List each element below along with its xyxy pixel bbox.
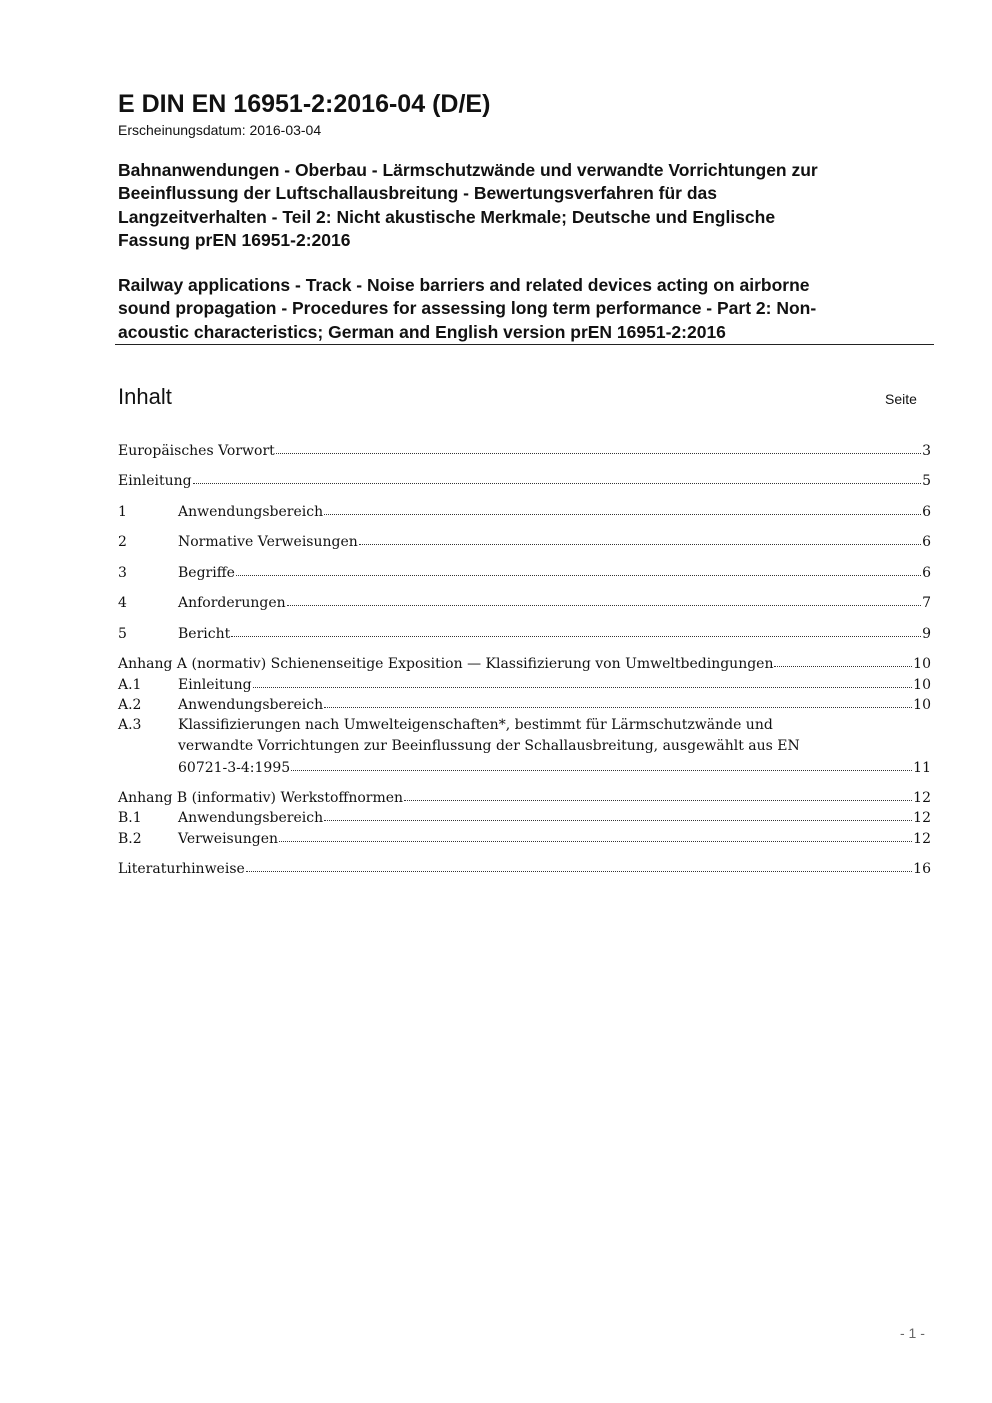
dot-leader <box>404 786 912 801</box>
toc-entry-page: 10 <box>913 656 931 672</box>
dot-leader <box>291 756 912 771</box>
dot-leader <box>231 622 921 637</box>
dot-leader <box>287 591 921 606</box>
dot-leader <box>193 469 922 484</box>
toc-entry-page: 5 <box>922 473 931 489</box>
toc-entry-page: 11 <box>913 760 931 776</box>
toc-entry-a3[interactable] <box>118 715 931 778</box>
toc-entry-title: Anforderungen <box>178 595 286 611</box>
toc-entry-number: 3 <box>118 565 127 581</box>
toc-entry-number: B.1 <box>118 810 142 826</box>
toc-entry-page: 10 <box>913 677 931 693</box>
toc-entry-number: 2 <box>118 534 127 550</box>
toc-entry-title-line: 60721-3-4:1995 <box>178 760 291 776</box>
toc-entry-annex-a[interactable] <box>118 653 931 674</box>
toc-entry-page: 7 <box>922 595 931 611</box>
toc-entry-title: Normative Verweisungen <box>178 534 358 550</box>
toc-entry-page: 6 <box>922 534 931 550</box>
toc-entry-page: 12 <box>913 831 931 847</box>
toc-entry-title: Begriffe <box>178 565 235 581</box>
toc-entry-title: Anwendungsbereich <box>178 504 324 520</box>
toc-entry-b2[interactable] <box>118 828 931 849</box>
toc-entry-page: 3 <box>922 443 931 459</box>
toc-entry-title-line: verwandte Vorrichtungen zur Beeinflussung der Schallausbreitung, ausgewählt aus EN <box>178 738 800 754</box>
toc-entry-page: 9 <box>922 626 931 642</box>
toc-entry-number: 1 <box>118 504 127 520</box>
toc-entry-a2[interactable] <box>118 694 931 715</box>
german-title-line: Langzeitverhalten - Teil 2: Nicht akustische Merkmale; Deutsche und Englische <box>118 206 776 227</box>
toc-entry-foreword[interactable] <box>118 440 931 461</box>
toc-entry-title: Anwendungsbereich <box>178 697 324 713</box>
dot-leader <box>324 806 912 821</box>
english-title <box>118 274 938 344</box>
toc-entry-bibliography[interactable] <box>118 858 931 879</box>
toc-entry-number: A.2 <box>118 697 142 713</box>
german-title <box>118 159 938 253</box>
dot-leader <box>774 652 912 667</box>
title-divider <box>115 344 934 345</box>
toc-entry-page: 12 <box>913 790 931 806</box>
toc-entry-b1[interactable] <box>118 807 931 828</box>
dot-leader <box>279 827 912 842</box>
german-title-line: Fassung prEN 16951-2:2016 <box>118 230 351 251</box>
dot-leader <box>359 530 921 545</box>
publication-date: Erscheinungsdatum: 2016-03-04 <box>118 122 322 138</box>
dot-leader <box>324 693 912 708</box>
toc-entry-section-2[interactable] <box>118 531 931 552</box>
toc-entry-title: Verweisungen <box>178 831 279 847</box>
toc-entry-title-line: Klassifizierungen nach Umwelteigenschaften*, bestimmt für Lärmschutzwände und <box>178 717 773 733</box>
toc-entry-title: Anhang A (normativ) Schienenseitige Exposition — Klassifizierung von Umweltbedingungen <box>118 656 774 672</box>
toc-entry-page: 10 <box>913 697 931 713</box>
dot-leader <box>253 673 913 688</box>
toc-entry-number: 5 <box>118 626 127 642</box>
toc-entry-title: Anhang B (informativ) Werkstoffnormen <box>118 790 404 806</box>
toc-entry-page: 16 <box>913 861 931 877</box>
toc-entry-title: Bericht <box>178 626 231 642</box>
toc-entry-page: 6 <box>922 504 931 520</box>
dot-leader <box>236 561 921 576</box>
dot-leader <box>246 857 912 872</box>
toc-entry-title: Einleitung <box>118 473 192 489</box>
german-title-line: Beeinflussung der Luftschallausbreitung - Bewertungsverfahren für das <box>118 183 717 204</box>
toc-entry-number: A.1 <box>118 677 142 693</box>
dot-leader <box>324 500 921 515</box>
toc-entry-annex-b[interactable] <box>118 787 931 808</box>
toc-entry-section-5[interactable] <box>118 623 931 644</box>
toc-entry-title: Literaturhinweise <box>118 861 245 877</box>
toc-entry-number: B.2 <box>118 831 142 847</box>
toc-entry-number: 4 <box>118 595 127 611</box>
toc-entry-introduction[interactable] <box>118 470 931 491</box>
document-id: E DIN EN 16951-2:2016-04 (D/E) <box>118 90 491 118</box>
toc-entry-page: 6 <box>922 565 931 581</box>
toc-entry-number: A.3 <box>118 717 142 733</box>
toc-entry-section-4[interactable] <box>118 592 931 613</box>
english-title-line: Railway applications - Track - Noise barriers and related devices acting on airborne <box>118 275 810 295</box>
toc-entry-title: Europäisches Vorwort <box>118 443 275 459</box>
toc-entry-a1[interactable] <box>118 674 931 695</box>
english-title-line: acoustic characteristics; German and English version prEN 16951-2:2016 <box>118 321 726 342</box>
toc-entry-page: 12 <box>913 810 931 826</box>
toc-entry-section-3[interactable] <box>118 562 931 583</box>
english-title-line: sound propagation - Procedures for assessing long term performance - Part 2: Non- <box>118 298 817 319</box>
german-title-line: Bahnanwendungen - Oberbau - Lärmschutzwände und verwandte Vorrichtungen zur <box>118 160 818 180</box>
toc-heading: Inhalt <box>118 384 172 409</box>
toc-entry-section-1[interactable] <box>118 501 931 522</box>
toc-entry-title: Einleitung <box>178 677 252 693</box>
page-number: - 1 - <box>900 1325 925 1341</box>
dot-leader <box>276 439 921 454</box>
toc-page-label: Seite <box>885 391 917 407</box>
toc-entry-title: Anwendungsbereich <box>178 810 324 826</box>
